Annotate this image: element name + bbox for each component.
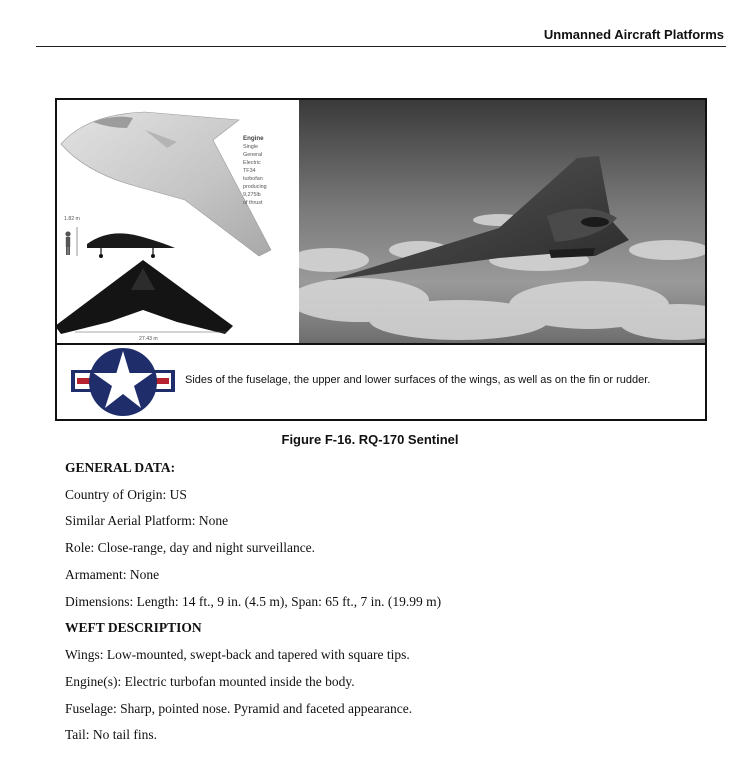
svg-text:Single: Single xyxy=(243,144,258,150)
spec-country-of-origin: Country of Origin: US xyxy=(65,486,187,502)
weft-tail: Tail: No tail fins. xyxy=(65,727,158,743)
usaf-roundel-icon xyxy=(71,348,175,416)
aircraft-side-view xyxy=(87,233,175,248)
svg-text:turbofan: turbofan xyxy=(243,176,263,182)
person-scale-icon xyxy=(65,231,70,255)
figure-frame xyxy=(55,98,707,421)
general-data-heading: GENERAL DATA: xyxy=(65,460,176,475)
weft-wings: Wings: Low-mounted, swept-back and tapered with square tips. xyxy=(65,646,410,662)
spec-section xyxy=(65,459,715,753)
aircraft-photo xyxy=(299,100,705,343)
svg-text:of thrust: of thrust xyxy=(243,200,263,206)
header-rule xyxy=(36,46,726,47)
figure-caption: Figure F-16. RQ-170 Sentinel xyxy=(281,432,459,447)
running-header-title: Unmanned Aircraft Platforms xyxy=(543,27,724,42)
svg-text:TF34: TF34 xyxy=(243,168,256,174)
weft-fuselage: Fuselage: Sharp, pointed nose. Pyramid and faceted appearance. xyxy=(65,700,413,716)
height-label: 1.82 m xyxy=(64,216,80,222)
aircraft-photo-graphic xyxy=(299,100,705,343)
svg-text:producing: producing xyxy=(243,184,267,190)
svg-text:Electric: Electric xyxy=(243,160,261,166)
span-label: 27.43 m xyxy=(139,336,158,342)
svg-text:9,275lb: 9,275lb xyxy=(243,192,261,198)
three-view-diagram-graphic xyxy=(57,100,299,343)
weft-engines: Engine(s): Electric turbofan mounted inside the body. xyxy=(65,673,355,689)
markings-row xyxy=(57,345,705,419)
markings-description: Sides of the fuselage, the upper and lower surfaces of the wings, as well as on the fin or rudder. xyxy=(185,374,651,386)
svg-text:General: General xyxy=(243,152,263,158)
svg-text:Engine: Engine xyxy=(243,135,264,142)
spec-similar-platform: Similar Aerial Platform: None xyxy=(65,513,229,529)
spec-armament: Armament: None xyxy=(65,566,160,582)
three-view-diagram xyxy=(57,100,299,343)
aircraft-plan-view xyxy=(57,260,233,334)
aircraft-top-view xyxy=(61,112,271,256)
spec-role: Role: Close-range, day and night surveillance. xyxy=(65,540,316,556)
spec-dimensions: Dimensions: Length: 14 ft., 9 in. (4.5 m), Span: 65 ft., 7 in. (19.99 m) xyxy=(65,593,442,609)
engine-callout xyxy=(243,135,267,206)
weft-description-heading: WEFT DESCRIPTION xyxy=(65,620,202,636)
